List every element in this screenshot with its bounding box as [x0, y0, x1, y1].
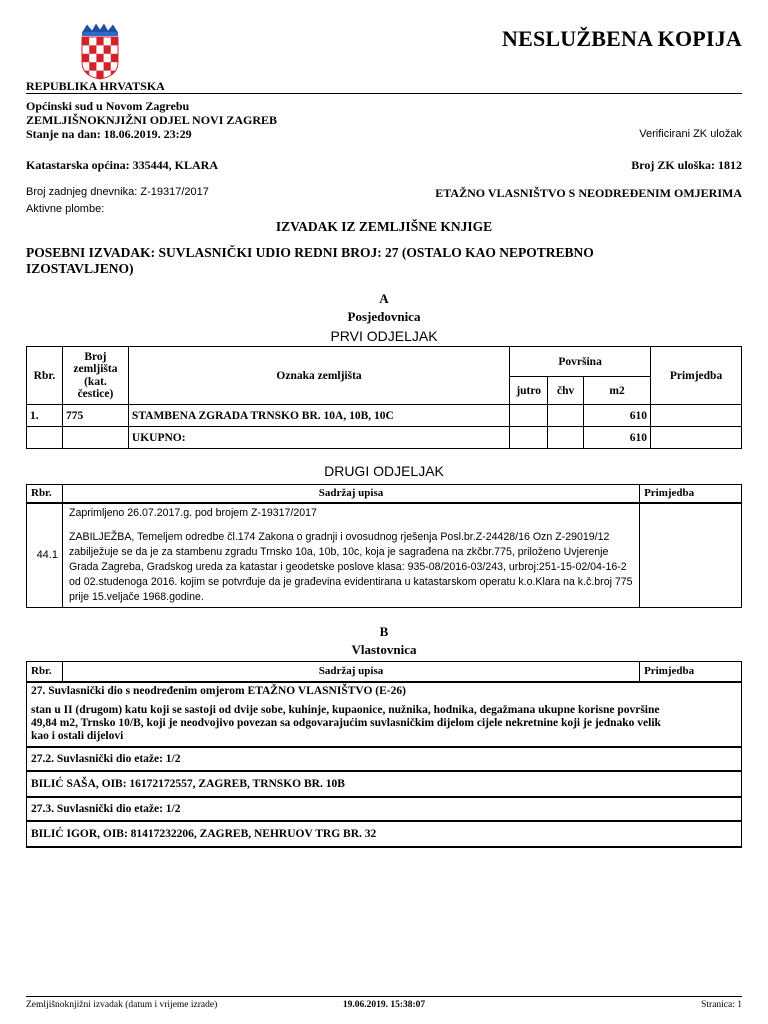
- section-b-letter: B: [379, 624, 389, 639]
- last-journal-number: Broj zadnjeg dnevnika: Z-19317/2017: [26, 186, 209, 198]
- share-title: 27. Suvlasnički dio s neodređenim omjerom ETAŽNO VLASNIŠTVO (E-26): [31, 684, 406, 697]
- col-remark-header: Primjedba: [640, 662, 742, 682]
- row-parcel: [62, 427, 128, 449]
- share-part-1: 27.2. Suvlasnički dio etaže: 1/2: [27, 747, 742, 771]
- col-rbr-header: Rbr.: [27, 662, 63, 682]
- col-content-header: Sadržaj upisa: [62, 662, 639, 682]
- table-row: [27, 747, 742, 771]
- document-title: IZVADAK IZ ZEMLJIŠNE KNJIGE: [275, 219, 493, 234]
- row-m2: 610: [584, 405, 651, 427]
- special-extract-heading: POSEBNI IZVADAK: SUVLASNIČKI UDIO REDNI BROJ: 27 (OSTALO KAO NEPOTREBNO IZOSTAVLJENO): [26, 245, 594, 276]
- entry-received: Zaprimljeno 26.07.2017.g. pod brojem Z-19317/2017: [68, 506, 317, 519]
- section-drugi-subtitle: DRUGI ODJELJAK: [324, 463, 444, 479]
- table-row: [27, 771, 742, 797]
- zk-number: Broj ZK uloška: 1812: [631, 158, 742, 172]
- section-a-letter: A: [379, 291, 389, 306]
- owner-2: BILIĆ IGOR, OIB: 81417232206, ZAGREB, NEHRUOV TRG BR. 32: [27, 821, 742, 847]
- footer-rule: [26, 996, 742, 997]
- footer-left: Zemljišnoknjižni izvadak (datum i vrijeme izrade): [26, 1000, 218, 1010]
- entry-number: 44.1: [27, 503, 63, 608]
- section-b-name: Vlastovnica: [351, 642, 417, 657]
- table-row: [27, 503, 742, 608]
- footer-page-number: Stranica: 1: [701, 1000, 742, 1010]
- verified-label: Verificirani ZK uložak: [639, 128, 742, 140]
- col-designation-header: Oznaka zemljišta: [128, 347, 509, 405]
- col-chv-header: čhv: [548, 377, 584, 405]
- col-area-header: Površina: [510, 347, 651, 377]
- col-jutro-header: jutro: [510, 377, 548, 405]
- department-name: ZEMLJIŠNOKNJIŽNI ODJEL NOVI ZAGREB: [26, 113, 278, 127]
- col-remark-header: Primjedba: [651, 347, 742, 405]
- row-rbr: 1.: [27, 405, 63, 427]
- row-remark: [651, 427, 742, 449]
- col-m2-header: m2: [584, 377, 651, 405]
- col-content-header: Sadržaj upisa: [62, 485, 639, 503]
- row-m2: 610: [584, 427, 651, 449]
- header-rule: [26, 93, 742, 94]
- entry-remark: [640, 503, 742, 608]
- entry-content: [62, 503, 639, 608]
- table-row: [27, 405, 742, 427]
- table-row: [27, 821, 742, 847]
- col-parcel-header: Broj zemljišta (kat. čestice): [62, 347, 128, 405]
- table-row: [27, 682, 742, 747]
- col-rbr-header: Rbr.: [27, 347, 63, 405]
- row-rbr: [27, 427, 63, 449]
- unofficial-copy-heading: NESLUŽBENA KOPIJA: [502, 26, 742, 51]
- row-designation: UKUPNO:: [128, 427, 509, 449]
- footer-timestamp: 19.06.2019. 15:38:07: [342, 1000, 426, 1010]
- state-date: Stanje na dan: 18.06.2019. 23:29: [26, 127, 192, 141]
- share-description: stan u II (drugom) katu koji se sastoji od dvije sobe, kuhinje, kupaonice, nužnika, hodnika, degažmana ukupne korisne površine 49,84 m2, Trnsko 10/B, koji je neodvojivo povezan sa odgovarajućim suvlasničkim dijelom cijele nekretnine koji je jednako velik kao i ostali dijelovi: [31, 703, 661, 742]
- court-name: Općinski sud u Novom Zagrebu: [26, 99, 190, 113]
- share-cell: [27, 682, 742, 747]
- croatian-coat-of-arms-icon: [80, 22, 120, 80]
- row-jutro: [510, 405, 548, 427]
- table-row: [27, 797, 742, 821]
- republic-name: REPUBLIKA HRVATSKA: [26, 79, 165, 93]
- section-a-subtitle: PRVI ODJELJAK: [330, 328, 438, 344]
- row-remark: [651, 405, 742, 427]
- row-parcel: 775: [62, 405, 128, 427]
- row-jutro: [510, 427, 548, 449]
- row-designation: STAMBENA ZGRADA TRNSKO BR. 10A, 10B, 10C: [128, 405, 509, 427]
- section-a-table: [26, 346, 742, 449]
- cadastral-municipality: Katastarska općina: 335444, KLARA: [26, 158, 219, 172]
- active-seals: Aktivne plombe:: [26, 203, 105, 215]
- row-chv: [548, 427, 584, 449]
- entry-text: ZABILJEŽBA, Temeljem odredbe čl.174 Zakona o gradnji i ovosudnog rješenja Posl.br.Z-24428/16 Ozn Z-29019/12 zabilježuje se da je za stambenu zgradu Trnsko 10a, 10b, 10c, koja je sagrađena na zkčbr.775, priloženo Uvjerenje Grada Zagreba, Gradskog ureda za katastar i geodetske poslove klasa: 935-08/2016-03/243, urbroj:251-15-02/04-16-2 od 02.studenoga 2016. kojim se potvrđuje da je građevina evidentirana u katastarskom operatu k.o.Klara na k.č.broj 775 prije 15.veljače 1968.godine.: [68, 530, 633, 603]
- section-a-name: Posjedovnica: [347, 309, 421, 324]
- section-drugi-table: [26, 484, 742, 608]
- row-chv: [548, 405, 584, 427]
- owner-1: BILIĆ SAŠA, OIB: 16172172557, ZAGREB, TRNSKO BR. 10B: [27, 771, 742, 797]
- col-remark-header: Primjedba: [640, 485, 742, 503]
- section-b-table: [26, 661, 742, 848]
- ownership-type: ETAŽNO VLASNIŠTVO S NEODREĐENIM OMJERIMA: [435, 186, 742, 200]
- share-part-2: 27.3. Suvlasnički dio etaže: 1/2: [27, 797, 742, 821]
- col-rbr-header: Rbr.: [27, 485, 63, 503]
- table-row: [27, 427, 742, 449]
